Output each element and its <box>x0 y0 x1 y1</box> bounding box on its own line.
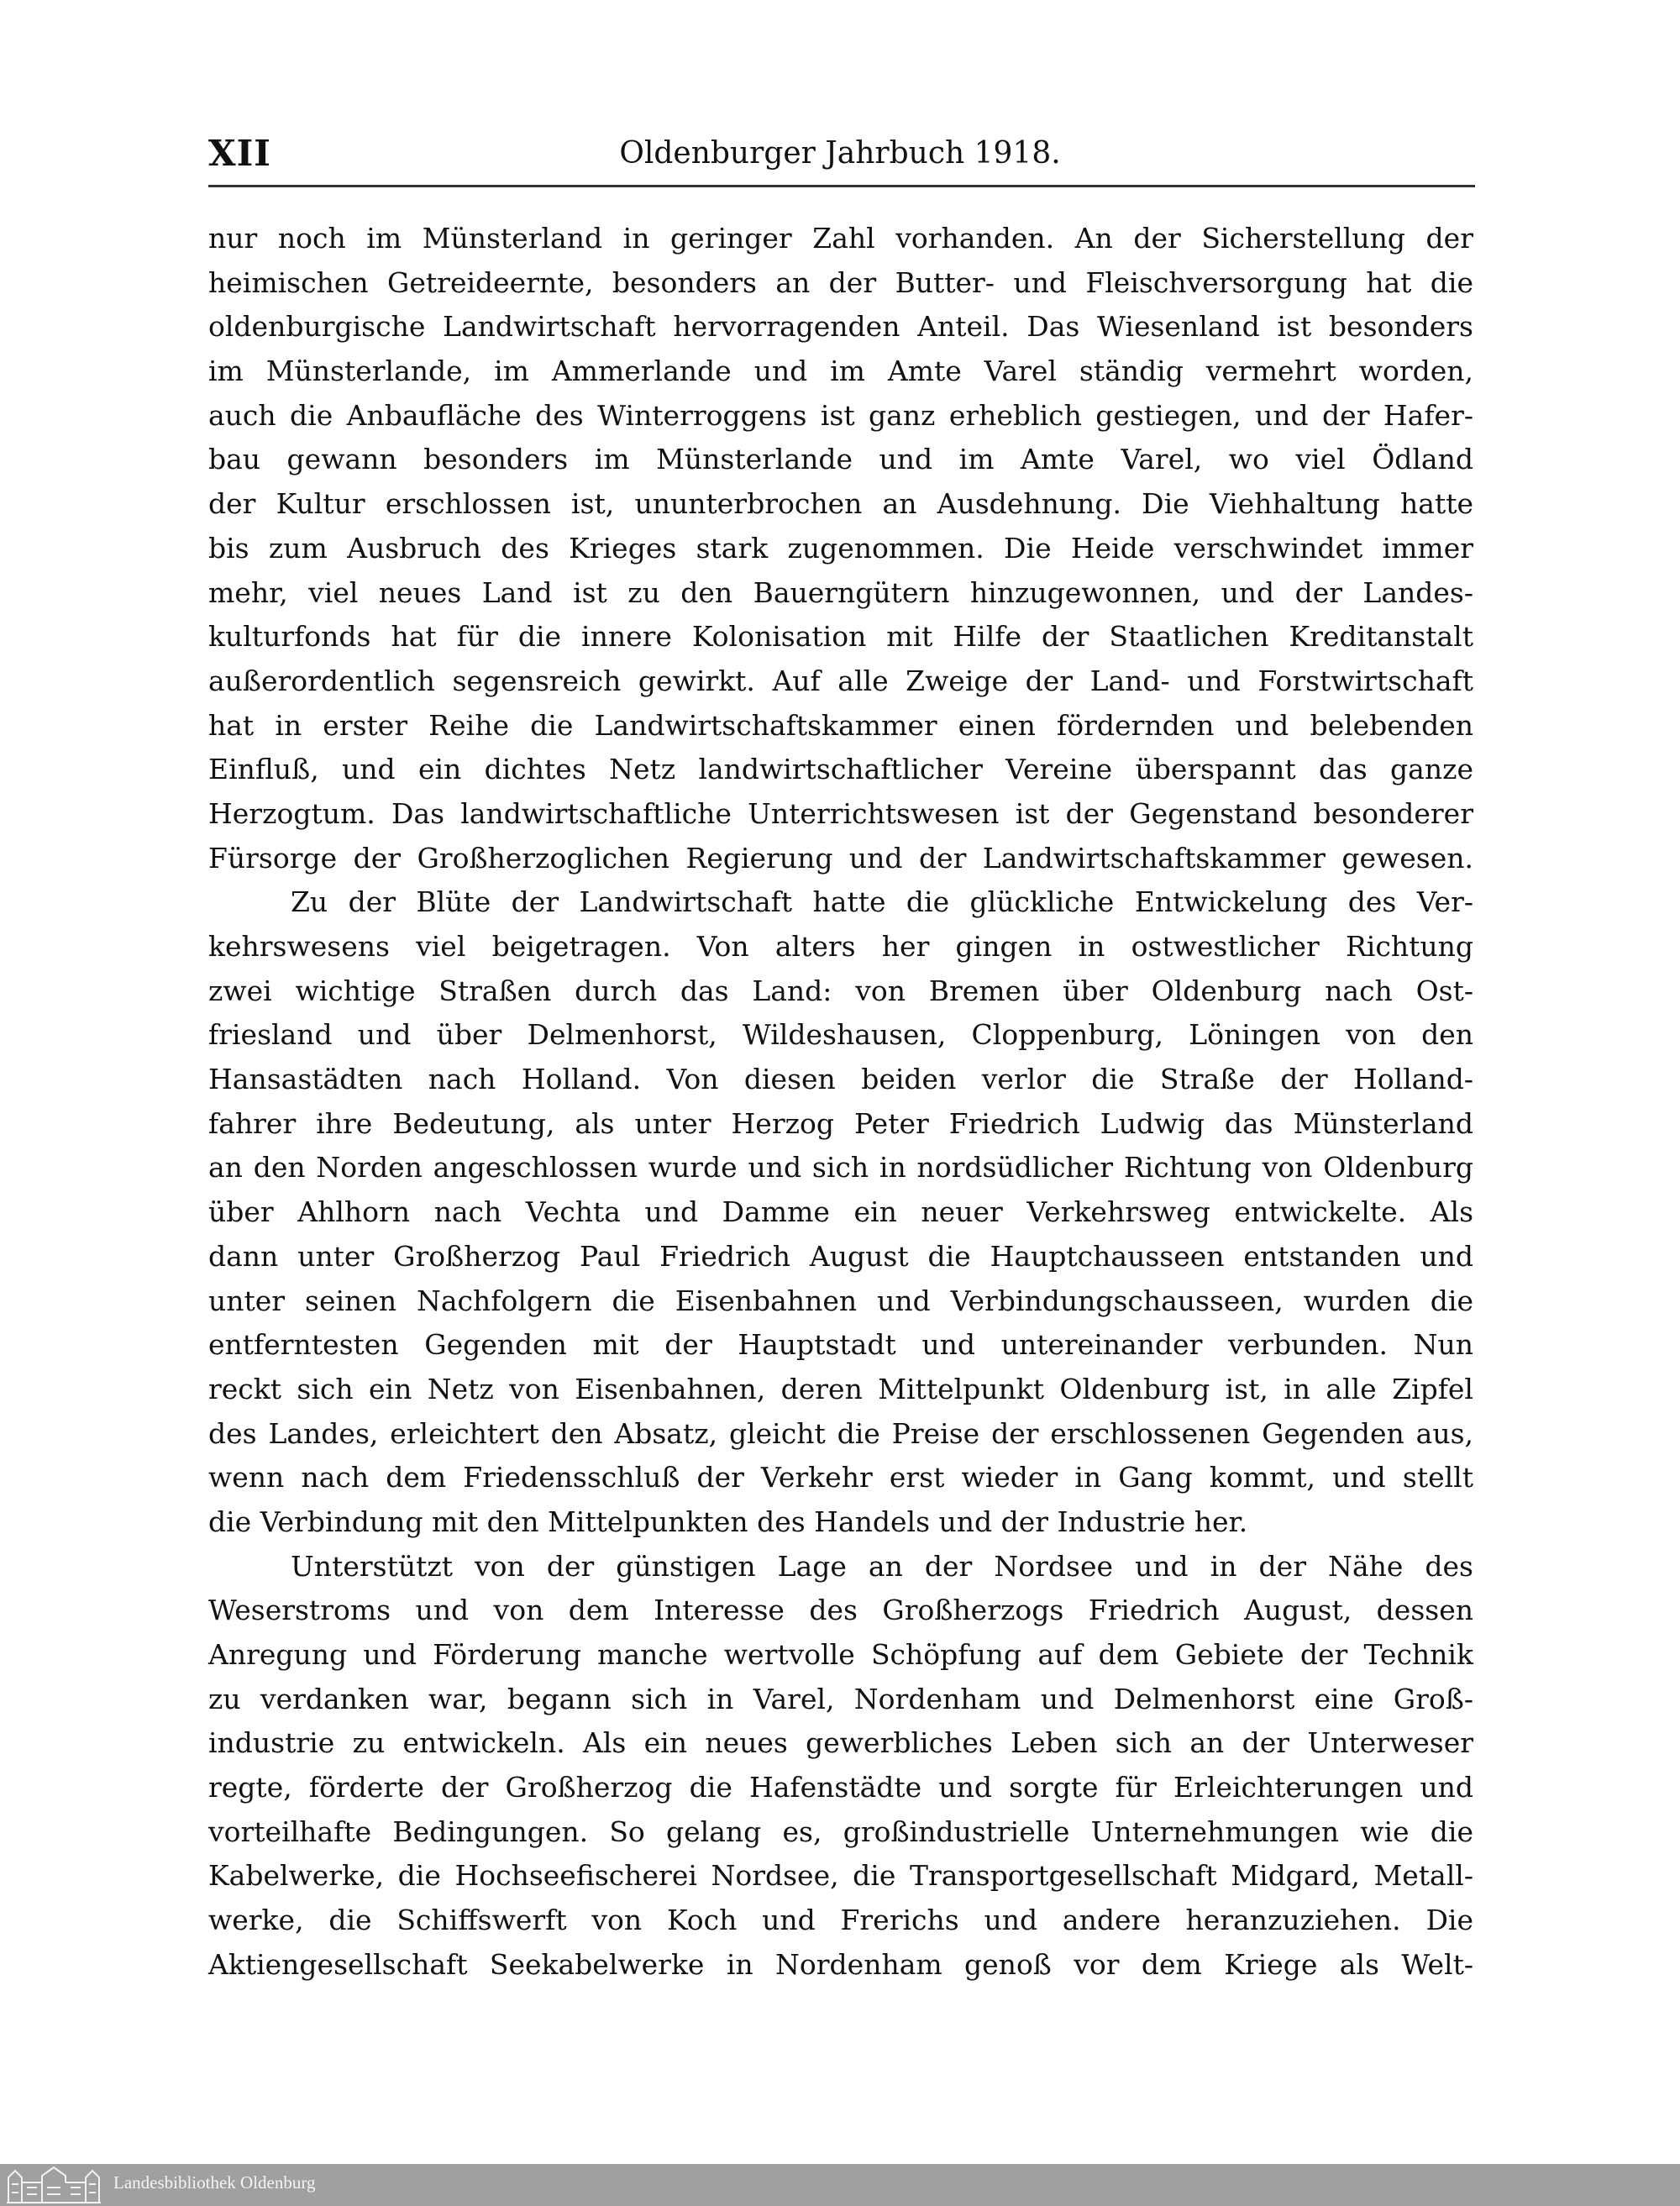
page-number: XII <box>208 133 271 174</box>
text-line: oldenburgische Landwirtschaft hervorragenden Anteil. Das Wiesenland ist besonders <box>208 310 1473 344</box>
library-building-logo-icon <box>5 2166 102 2204</box>
text-line: werke, die Schiffswerft von Koch und Frerichs und andere heranzuziehen. Die <box>208 1904 1473 1937</box>
page-body-text <box>208 217 1473 1988</box>
text-line: Hansastädten nach Holland. Von diesen beiden verlor die Straße der Holland- <box>208 1063 1473 1096</box>
header-rule <box>208 185 1475 187</box>
text-line: Kabelwerke, die Hochseefischerei Nordsee, die Transportgesellschaft Midgard, Metall- <box>208 1859 1473 1893</box>
text-line: Unterstützt von der günstigen Lage an der Nordsee und in der Nähe des <box>291 1549 1473 1583</box>
text-line: kulturfonds hat für die innere Kolonisation mit Hilfe der Staatlichen Kreditanstalt <box>208 620 1473 654</box>
text-line: Fürsorge der Großherzoglichen Regierung und der Landwirtschaftskammer gewesen. <box>208 841 1473 875</box>
footer-bar <box>0 2164 1680 2206</box>
text-line: entferntesten Gegenden mit der Hauptstadt und untereinander verbunden. Nun <box>208 1328 1473 1362</box>
text-line: bau gewann besonders im Münsterlande und im Amte Varel, wo viel Ödland <box>208 443 1473 476</box>
text-line: kehrswesens viel beigetragen. Von alters her gingen in ostwestlicher Richtung <box>208 930 1473 963</box>
text-line: Weserstroms und von dem Interesse des Großherzogs Friedrich August, dessen <box>208 1594 1473 1627</box>
text-line: wenn nach dem Friedensschluß der Verkehr erst wieder in Gang kommt, und stellt <box>208 1461 1473 1494</box>
text-line: reckt sich ein Netz von Eisenbahnen, deren Mittelpunkt Oldenburg ist, in alle Zipfel <box>208 1372 1473 1405</box>
text-line: Anregung und Förderung manche wertvolle Schöpfung auf dem Gebiete der Technik <box>208 1638 1473 1671</box>
text-line: dann unter Großherzog Paul Friedrich August die Hauptchausseen entstanden und <box>208 1239 1473 1273</box>
text-line: vorteilhafte Bedingungen. So gelang es, großindustrielle Unternehmungen wie die <box>208 1815 1473 1848</box>
text-line: mehr, viel neues Land ist zu den Bauerngütern hinzugewonnen, und der Landes- <box>208 575 1473 609</box>
text-line: zu verdanken war, begann sich in Varel, Nordenham und Delmenhorst eine Groß- <box>208 1682 1473 1715</box>
text-line: Zu der Blüte der Landwirtschaft hatte die glückliche Entwickelung des Ver- <box>291 885 1473 919</box>
text-line: industrie zu entwickeln. Als ein neues gewerbliches Leben sich an der Unterweser <box>208 1726 1473 1760</box>
text-line: friesland und über Delmenhorst, Wildeshausen, Cloppenburg, Löningen von den <box>208 1018 1473 1052</box>
text-line: Herzogtum. Das landwirtschaftliche Unterrichtswesen ist der Gegenstand besonderer <box>208 796 1473 830</box>
text-line: Aktiengesellschaft Seekabelwerke in Nordenham genoß vor dem Kriege als Welt- <box>208 1947 1473 1981</box>
running-header-title: Oldenburger Jahrbuch 1918. <box>619 136 1061 171</box>
text-line: nur noch im Münsterland in geringer Zahl vorhanden. An der Sicherstellung der <box>208 222 1473 255</box>
text-line: außerordentlich segensreich gewirkt. Auf alle Zweige der Land- und Forstwirtschaft <box>208 664 1473 697</box>
text-line: über Ahlhorn nach Vechta und Damme ein neuer Verkehrsweg entwickelte. Als <box>208 1195 1473 1229</box>
text-line: die Verbindung mit den Mittelpunkten des Handels und der Industrie her. <box>208 1505 1248 1538</box>
text-line: des Landes, erleichtert den Absatz, gleicht die Preise der erschlossenen Gegenden aus, <box>208 1416 1473 1450</box>
text-line: Einfluß, und ein dichtes Netz landwirtschaftlicher Vereine überspannt das ganze <box>208 753 1473 786</box>
text-line: zwei wichtige Straßen durch das Land: von Bremen über Oldenburg nach Ost- <box>208 974 1473 1007</box>
text-line: auch die Anbaufläche des Winterroggens ist ganz erheblich gestiegen, und der Hafer- <box>208 398 1473 432</box>
text-line: heimischen Getreideernte, besonders an der Butter- und Fleischversorgung hat die <box>208 265 1473 299</box>
text-line: der Kultur erschlossen ist, ununterbrochen an Ausdehnung. Die Viehhaltung hatte <box>208 487 1473 521</box>
library-name: Landesbibliothek Oldenburg <box>113 2172 316 2193</box>
text-line: unter seinen Nachfolgern die Eisenbahnen und Verbindungschausseen, wurden die <box>208 1284 1473 1317</box>
text-line: an den Norden angeschlossen wurde und sich in nordsüdlicher Richtung von Oldenburg <box>208 1151 1473 1184</box>
text-line: hat in erster Reihe die Landwirtschaftskammer einen fördernden und belebenden <box>208 708 1473 742</box>
text-line: regte, förderte der Großherzog die Hafenstädte und sorgte für Erleichterungen und <box>208 1771 1473 1804</box>
text-line: im Münsterlande, im Ammerlande und im Amte Varel ständig vermehrt worden, <box>208 355 1473 388</box>
text-line: bis zum Ausbruch des Krieges stark zugenommen. Die Heide verschwindet immer <box>208 531 1473 565</box>
text-line: fahrer ihre Bedeutung, als unter Herzog Peter Friedrich Ludwig das Münsterland <box>208 1106 1473 1140</box>
